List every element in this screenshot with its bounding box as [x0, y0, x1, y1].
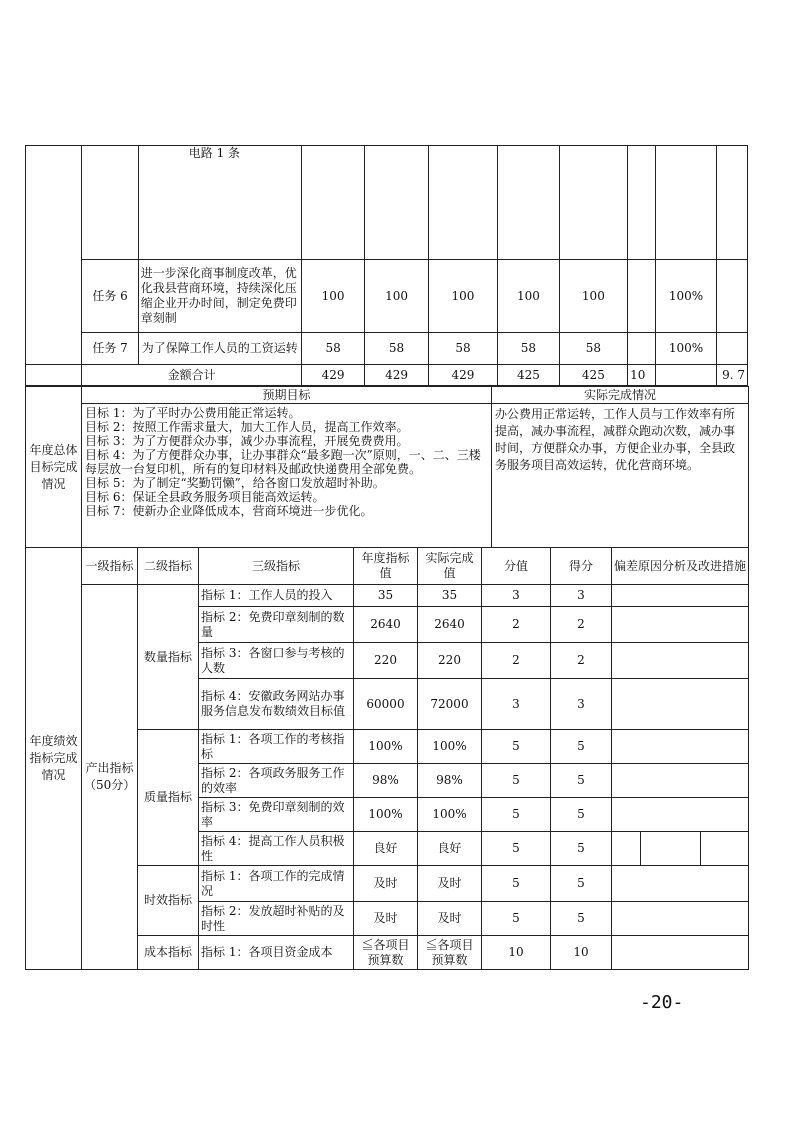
group-quality: 质量指标 — [138, 730, 199, 866]
expected-goals-header: 预期目标 — [82, 387, 492, 404]
total-cell: 429 — [301, 365, 364, 386]
indicator-score: 5 — [551, 832, 612, 866]
task-label: 任务 6 — [82, 260, 138, 333]
goal-item: 目标 1：为了平时办公费用能正常运转。 — [85, 406, 301, 420]
indicator-weight: 3 — [482, 585, 551, 607]
indicator-score: 5 — [551, 902, 612, 936]
total-row — [26, 365, 748, 386]
budget-cell: 100 — [428, 260, 497, 333]
indicator-target: 及时 — [354, 866, 418, 902]
header-level2: 二级指标 — [138, 548, 199, 585]
indicator-actual: 220 — [418, 643, 482, 679]
indicator-score: 3 — [551, 585, 612, 607]
performance-table — [25, 547, 749, 970]
actual-status-text: 办公费用正常运转，工作人员与工作效率有所提高，减办事流程，减群众跑动次数，减办事时间，方便群众办事，方便企业办事，全县政务服务项目高效运转，优化营商环境。 — [492, 404, 749, 548]
budget-cell: 100 — [365, 260, 428, 333]
group-timeliness: 时效指标 — [138, 866, 199, 936]
indicator-name: 指标 2：各项政务服务工作的效率 — [199, 764, 354, 798]
indicator-actual: 良好 — [418, 832, 482, 866]
indicator-name: 指标 1：各项工作的考核指标 — [199, 730, 354, 764]
indicator-score: 5 — [551, 866, 612, 902]
total-label: 金额合计 — [82, 365, 302, 386]
indicator-score: 5 — [551, 764, 612, 798]
indicator-name: 指标 2：免费印章刻制的数量 — [199, 607, 354, 643]
indicator-weight: 3 — [482, 679, 551, 730]
indicator-score: 5 — [551, 730, 612, 764]
indicator-actual: 98% — [418, 764, 482, 798]
indicator-weight: 5 — [482, 866, 551, 902]
indicator-score: 2 — [551, 643, 612, 679]
indicator-actual: 72000 — [418, 679, 482, 730]
task7-row — [26, 333, 748, 365]
indicator-weight: 10 — [482, 936, 551, 970]
actual-status-header: 实际完成情况 — [492, 387, 749, 404]
budget-cell: 58 — [498, 333, 559, 365]
group-cost: 成本指标 — [138, 936, 199, 970]
execution-rate: 100% — [656, 260, 716, 333]
total-cell: 429 — [428, 365, 497, 386]
budget-cell: 58 — [559, 333, 627, 365]
total-weight: 10 — [628, 365, 656, 386]
indicator-target: 2640 — [354, 607, 418, 643]
indicator-name: 指标 3：各窗口参与考核的人数 — [199, 643, 354, 679]
budget-cell: 58 — [428, 333, 497, 365]
goal-item: 目标 7：使新办企业降低成本，营商环境进一步优化。 — [85, 504, 373, 518]
indicator-weight: 2 — [482, 607, 551, 643]
indicator-target: 35 — [354, 585, 418, 607]
indicator-actual: 35 — [418, 585, 482, 607]
indicator-score: 5 — [551, 798, 612, 832]
goals-list — [82, 404, 492, 548]
continuation-text: 电路 1 条 — [138, 146, 301, 260]
indicator-target: 60000 — [354, 679, 418, 730]
budget-cell: 58 — [365, 333, 428, 365]
header-score: 得分 — [551, 548, 612, 585]
execution-rate: 100% — [656, 333, 716, 365]
goal-item: 目标 6：保证全县政务服务项目能高效运转。 — [85, 490, 325, 504]
level1-label: 产出指标（50分） — [82, 585, 138, 970]
indicator-weight: 5 — [482, 730, 551, 764]
indicator-actual: 2640 — [418, 607, 482, 643]
indicator-name: 指标 4：安徽政务网站办事服务信息发布数绩效目标值 — [199, 679, 354, 730]
budget-cell: 100 — [559, 260, 627, 333]
indicator-name: 指标 4：提高工作人员积极性 — [199, 832, 354, 866]
goal-item: 目标 2：按照工作需求量大，加大工作人员，提高工作效率。 — [85, 420, 409, 434]
indicator-weight: 2 — [482, 643, 551, 679]
header-level3: 三级指标 — [199, 548, 354, 585]
total-cell: 425 — [559, 365, 627, 386]
task-description: 为了保障工作人员的工资运转 — [138, 333, 301, 365]
total-cell: 425 — [498, 365, 559, 386]
goals-table — [25, 386, 749, 548]
page-number: -20- — [640, 992, 684, 1013]
indicator-name: 指标 3：免费印章刻制的效率 — [199, 798, 354, 832]
header-actual: 实际完成值 — [418, 548, 482, 585]
budget-table — [25, 145, 748, 386]
task-label: 任务 7 — [82, 333, 138, 365]
total-score: 9. 7 — [716, 365, 747, 386]
group-quantity: 数量指标 — [138, 585, 199, 730]
task-description: 进一步深化商事制度改革，优化我县营商环境，持续深化压缩企业开办时间，制定免费印章刻制 — [138, 260, 301, 333]
indicator-target: 100% — [354, 798, 418, 832]
indicator-actual: 100% — [418, 730, 482, 764]
indicator-target: ≦各项目预算数 — [354, 936, 418, 970]
indicator-actual: 及时 — [418, 866, 482, 902]
indicator-row — [26, 585, 749, 607]
indicator-name: 指标 2：发放超时补贴的及时性 — [199, 902, 354, 936]
indicator-name: 指标 1：各项目资金成本 — [199, 936, 354, 970]
budget-cell: 100 — [498, 260, 559, 333]
indicator-score: 2 — [551, 607, 612, 643]
header-level1: 一级指标 — [82, 548, 138, 585]
indicator-actual: ≦各项目预算数 — [418, 936, 482, 970]
indicator-target: 220 — [354, 643, 418, 679]
indicator-name: 指标 1：各项工作的完成情况 — [199, 866, 354, 902]
goal-item: 目标 5：为了制定“奖勤罚懒”，给各窗口发放超时补助。 — [85, 476, 385, 490]
indicator-score: 3 — [551, 679, 612, 730]
goal-item: 目标 4：为了方便群众办事，让办事群众“最多跑一次”原则，一、二、三楼每层放一台复印机，所有的复印材料及邮政快递费用全部免费。 — [85, 448, 481, 476]
total-cell: 429 — [365, 365, 428, 386]
indicator-weight: 5 — [482, 798, 551, 832]
goals-section-label: 年度总体目标完成情况 — [26, 387, 82, 548]
indicator-score: 10 — [551, 936, 612, 970]
indicator-target: 100% — [354, 730, 418, 764]
budget-cell: 100 — [301, 260, 364, 333]
indicator-actual: 及时 — [418, 902, 482, 936]
task6-row — [26, 260, 748, 333]
header-target: 年度指标值 — [354, 548, 418, 585]
indicator-actual: 100% — [418, 798, 482, 832]
indicator-weight: 5 — [482, 902, 551, 936]
indicator-target: 及时 — [354, 902, 418, 936]
indicator-weight: 5 — [482, 764, 551, 798]
indicator-target: 98% — [354, 764, 418, 798]
header-weight: 分值 — [482, 548, 551, 585]
indicator-target: 良好 — [354, 832, 418, 866]
goal-item: 目标 3：为了方便群众办事，减少办事流程，开展免费费用。 — [85, 434, 409, 448]
budget-cell: 58 — [301, 333, 364, 365]
perf-section-label: 年度绩效指标完成情况 — [26, 548, 82, 970]
header-reason: 偏差原因分析及改进措施 — [612, 548, 749, 585]
indicator-weight: 5 — [482, 832, 551, 866]
indicator-name: 指标 1：工作人员的投入 — [199, 585, 354, 607]
